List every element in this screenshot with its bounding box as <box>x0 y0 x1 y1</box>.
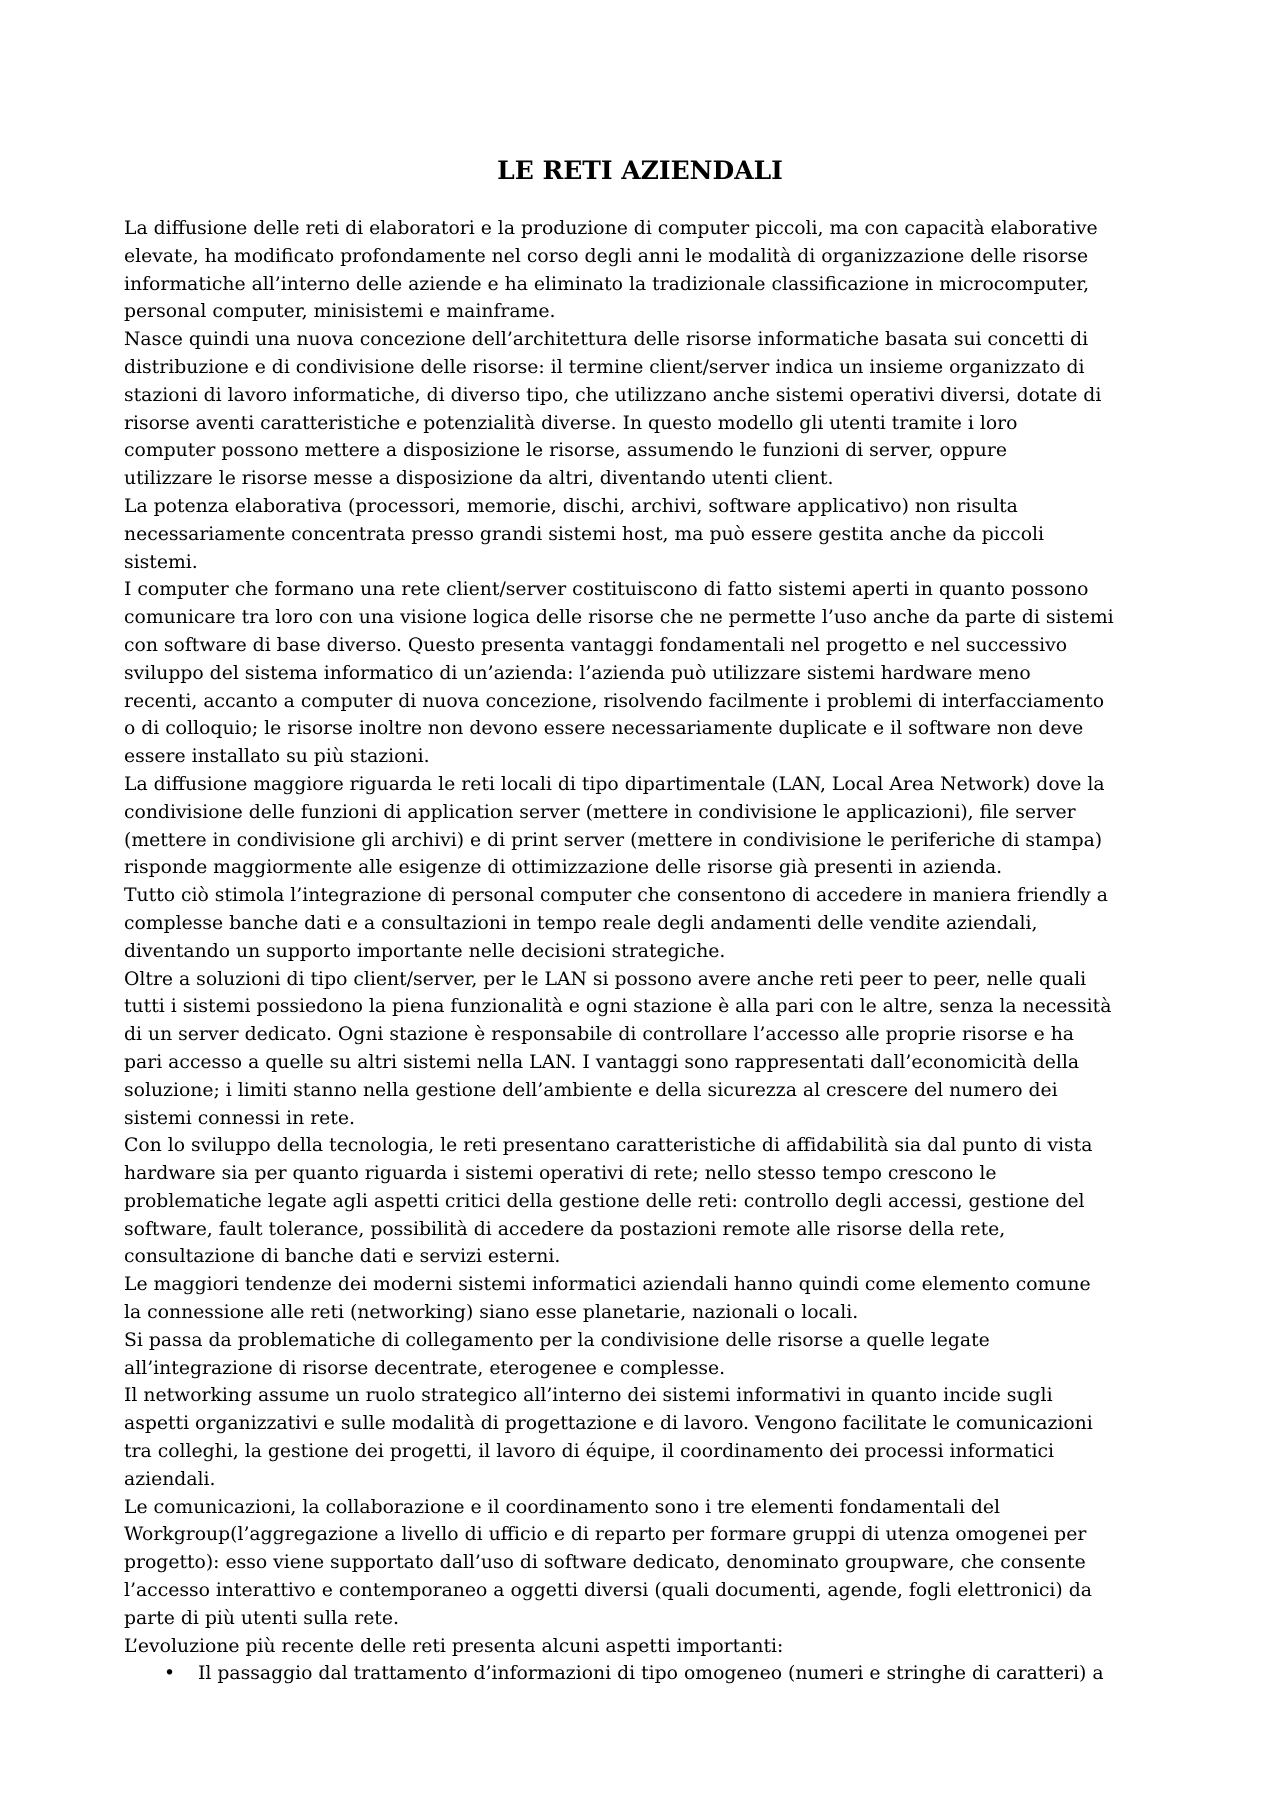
bullet-icon: • <box>164 1663 176 1685</box>
text-line: risponde maggiormente alle esigenze di ottimizzazione delle risorse già presenti in azienda. <box>124 857 1003 879</box>
text-line: soluzione; i limiti stanno nella gestione dell’ambiente e della sicurezza al crescere del numero dei <box>124 1079 1058 1101</box>
text-line: La diffusione maggiore riguarda le reti locali di tipo dipartimentale (LAN, Local Area Network) dove la <box>124 773 1105 795</box>
text-line: elevate, ha modificato profondamente nel corso degli anni le modalità di organizzazione delle risorse <box>124 245 1089 267</box>
text-line: parte di più utenti sulla rete. <box>124 1607 399 1629</box>
page-title: LE RETI AZIENDALI <box>497 156 783 185</box>
text-line: I computer che formano una rete client/server costituiscono di fatto sistemi aperti in quanto possono <box>124 579 1089 601</box>
text-line: aziendali. <box>124 1468 216 1490</box>
bullet-list-item <box>124 1660 1174 1688</box>
text-line: aspetti organizzativi e sulle modalità di progettazione e di lavoro. Vengono facilitate le comunicazioni <box>124 1413 1093 1435</box>
text-line: Nasce quindi una nuova concezione dell’architettura delle risorse informatiche basata sui concetti di <box>124 329 1089 351</box>
text-line: la connessione alle reti (networking) siano esse planetarie, nazionali o locali. <box>124 1302 859 1324</box>
text-line: distribuzione e di condivisione delle risorse: il termine client/server indica un insieme organizzato di <box>124 356 1085 378</box>
text-line: La diffusione delle reti di elaboratori e la produzione di computer piccoli, ma con capacità elaborative <box>124 218 1098 239</box>
text-line: di un server dedicato. Ogni stazione è responsabile di controllare l’accesso alle proprie risorse e ha <box>124 1024 1074 1046</box>
text-line: recenti, accanto a computer di nuova concezione, risolvendo facilmente i problemi di interfacciamento <box>124 690 1104 712</box>
text-line: sistemi connessi in rete. <box>124 1107 355 1129</box>
text-line: tra colleghi, la gestione dei progetti, il lavoro di équipe, il coordinamento dei processi informatici <box>124 1441 1054 1463</box>
text-line: all’integrazione di risorse decentrate, eterogenee e complesse. <box>124 1357 726 1379</box>
text-line: La potenza elaborativa (processori, memorie, dischi, archivi, software applicativo) non risulta <box>124 495 1018 517</box>
text-line: problematiche legate agli aspetti critici della gestione delle reti: controllo degli accessi, gestione del <box>124 1190 1085 1212</box>
text-line: complesse banche dati e a consultazioni in tempo reale degli andamenti delle vendite aziendali, <box>124 912 1038 934</box>
text-line: risorse aventi caratteristiche e potenzialità diverse. In questo modello gli utenti tramite i loro <box>124 412 1018 434</box>
text-line: (mettere in condivisione gli archivi) e di print server (mettere in condivisione le periferiche di stampa) <box>124 829 1103 851</box>
text-line: comunicare tra loro con una visione logica delle risorse che ne permette l’uso anche da parte di sistemi <box>124 607 1114 629</box>
text-line: Le comunicazioni, la collaborazione e il coordinamento sono i tre elementi fondamentali del <box>124 1496 1000 1518</box>
text-line: Il networking assume un ruolo strategico all’interno dei sistemi informativi in quanto incide sugli <box>124 1385 1053 1407</box>
text-line: Con lo sviluppo della tecnologia, le reti presentano caratteristiche di affidabilità sia dal punto di vista <box>124 1135 1093 1157</box>
text-line: sistemi. <box>124 551 198 573</box>
text-line: computer possono mettere a disposizione le risorse, assumendo le funzioni di server, oppure <box>124 440 1007 462</box>
text-line: Tutto ciò stimola l’integrazione di personal computer che consentono di accedere in maniera friendly a <box>124 885 1108 907</box>
text-line: essere installato su più stazioni. <box>124 746 430 768</box>
text-line: progetto): esso viene supportato dall’uso di software dedicato, denominato groupware, che consente <box>124 1552 1086 1574</box>
text-line: pari accesso a quelle su altri sistemi nella LAN. I vantaggi sono rappresentati dall’economicità della <box>124 1051 1080 1073</box>
text-line: L’evoluzione più recente delle reti presenta alcuni aspetti importanti: <box>124 1635 784 1657</box>
text-line: consultazione di banche dati e servizi esterni. <box>124 1246 561 1268</box>
text-line: utilizzare le risorse messe a disposizione da altri, diventando utenti client. <box>124 468 834 490</box>
text-line: Le maggiori tendenze dei moderni sistemi informatici aziendali hanno quindi come elemento comune <box>124 1274 1091 1296</box>
text-line: Workgroup(l’aggregazione a livello di ufficio e di reparto per formare gruppi di utenza omogenei per <box>124 1524 1087 1546</box>
text-line: software, fault tolerance, possibilità di accedere da postazioni remote alle risorse della rete, <box>124 1218 1006 1240</box>
text-line: o di colloquio; le risorse inoltre non devono essere necessariamente duplicate e il software non deve <box>124 718 1084 740</box>
text-line: condivisione delle funzioni di application server (mettere in condivisione le applicazioni), file server <box>124 801 1076 823</box>
text-line: informatiche all’interno delle aziende e ha eliminato la tradizionale classificazione in microcomputer, <box>124 273 1090 295</box>
text-line: personal computer, minisistemi e mainframe. <box>124 301 556 323</box>
text-line: sviluppo del sistema informatico di un’azienda: l’azienda può utilizzare sistemi hardware meno <box>124 662 1031 684</box>
bullet-text: Il passaggio dal trattamento d’informazioni di tipo omogeneo (numeri e stringhe di caratteri) a <box>198 1663 1104 1685</box>
text-line: l’accesso interattivo e contemporaneo a oggetti diversi (quali documenti, agende, fogli elettronici) da <box>124 1580 1092 1602</box>
text-line: Si passa da problematiche di collegamento per la condivisione delle risorse a quelle legate <box>124 1329 990 1351</box>
text-line: con software di base diverso. Questo presenta vantaggi fondamentali nel progetto e nel successivo <box>124 634 1068 656</box>
text-line: Oltre a soluzioni di tipo client/server, per le LAN si possono avere anche reti peer to peer, nelle quali <box>124 968 1087 990</box>
text-line: tutti i sistemi possiedono la piena funzionalità e ogni stazione è alla pari con le altre, senza la necessità <box>124 996 1112 1018</box>
text-line: diventando un supporto importante nelle decisioni strategiche. <box>124 940 726 962</box>
text-line: hardware sia per quanto riguarda i sistemi operativi di rete; nello stesso tempo crescono le <box>124 1163 997 1185</box>
document-body <box>124 215 1174 1688</box>
text-line: stazioni di lavoro informatiche, di diverso tipo, che utilizzano anche sistemi operativi diversi, dotate di <box>124 384 1102 406</box>
text-line: necessariamente concentrata presso grandi sistemi host, ma può essere gestita anche da piccoli <box>124 523 1045 545</box>
